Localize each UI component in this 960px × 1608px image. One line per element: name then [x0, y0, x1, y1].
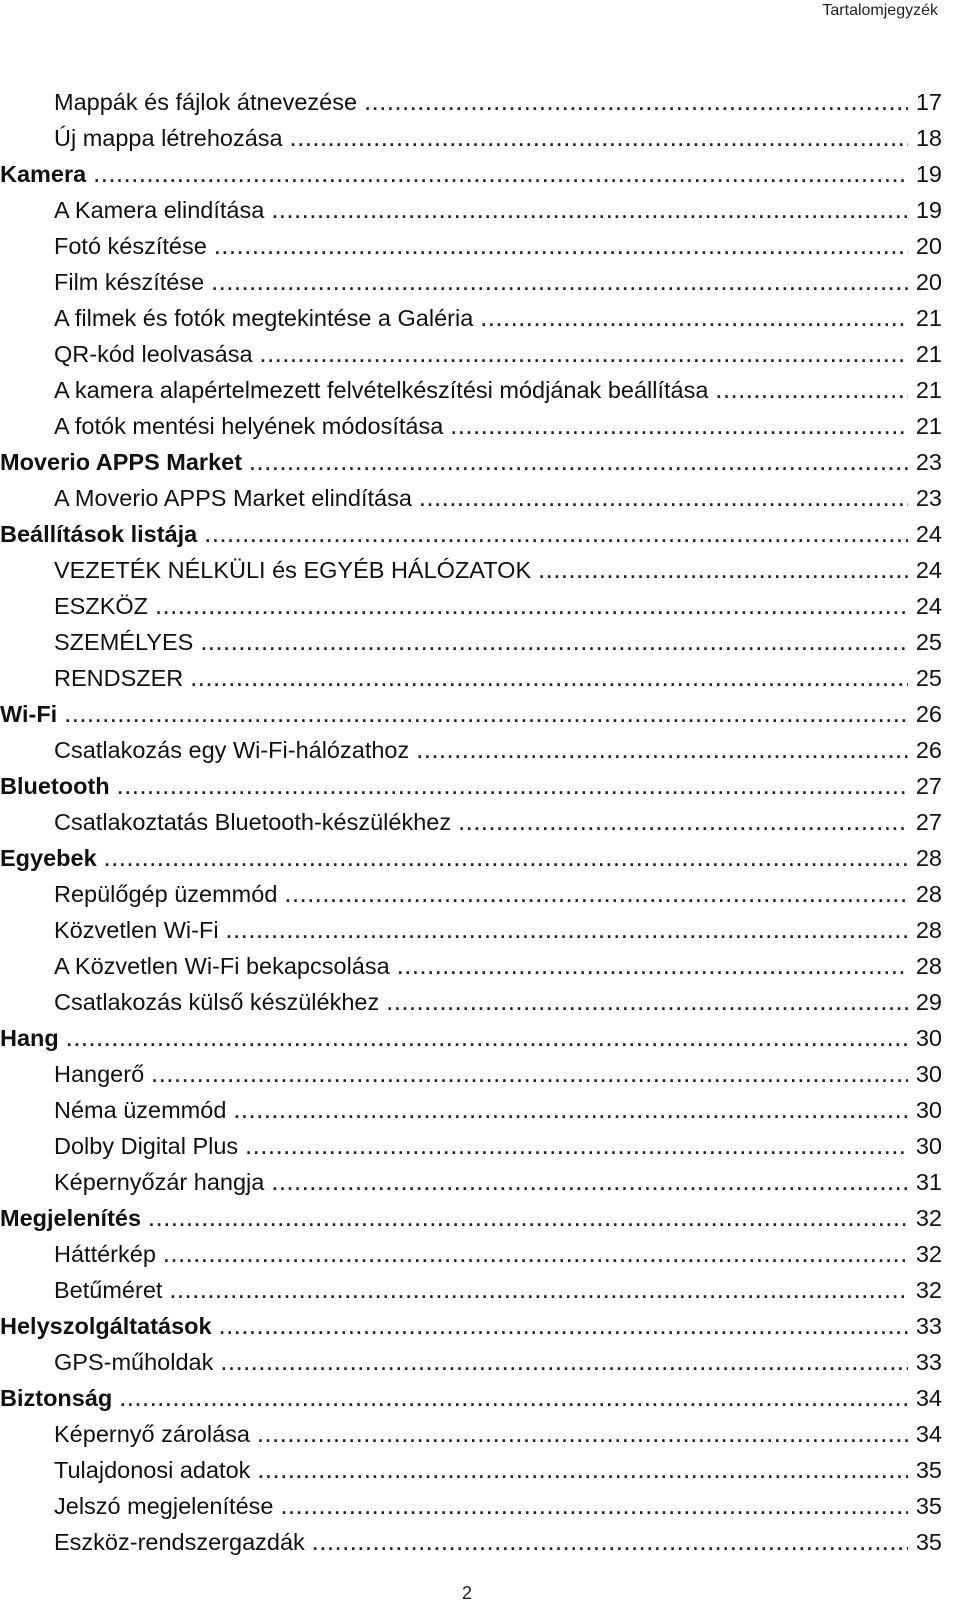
- toc-dot-leader: [65, 698, 908, 734]
- toc-chapter-entry[interactable]: [0, 768, 942, 804]
- toc-dot-leader: [221, 1346, 908, 1382]
- toc-dot-leader: [716, 374, 908, 410]
- toc-entry-page: 23: [915, 449, 942, 475]
- toc-section-entry[interactable]: [0, 624, 942, 660]
- toc-entry-page: 21: [915, 413, 942, 439]
- toc-entry-title: Helyszolgáltatások: [0, 1313, 212, 1339]
- toc-dot-leader: [118, 770, 908, 806]
- toc-dot-leader: [120, 1382, 908, 1418]
- toc-entry-title: Néma üzemmód: [54, 1097, 227, 1123]
- toc-dot-leader: [170, 1274, 908, 1310]
- toc-entry-title: Csatlakozás külső készülékhez: [54, 989, 380, 1015]
- toc-entry-title: Jelszó megjelenítése: [54, 1493, 274, 1519]
- toc-chapter-entry[interactable]: [0, 840, 942, 876]
- toc-section-entry[interactable]: [0, 1128, 942, 1164]
- toc-entry-title: Új mappa létrehozása: [54, 125, 283, 151]
- toc-entry-title: A fotók mentési helyének módosítása: [54, 413, 444, 439]
- toc-entry-page: 32: [915, 1277, 942, 1303]
- toc-entry-title: Csatlakoztatás Bluetooth-készülékhez: [54, 809, 452, 835]
- toc-entry-title: RENDSZER: [54, 665, 184, 691]
- toc-entry-page: 25: [915, 665, 942, 691]
- toc-entry-page: 35: [915, 1529, 942, 1555]
- toc-dot-leader: [417, 734, 908, 770]
- toc-dot-leader: [539, 554, 908, 590]
- toc-dot-leader: [459, 806, 908, 842]
- toc-dot-leader: [152, 1058, 908, 1094]
- toc-entry-page: 30: [915, 1025, 942, 1051]
- toc-entry-title: Moverio APPS Market: [0, 449, 243, 475]
- toc-dot-leader: [420, 482, 908, 518]
- toc-dot-leader: [451, 410, 908, 446]
- toc-entry-title: Csatlakozás egy Wi-Fi-hálózathoz: [54, 737, 410, 763]
- toc-entry-title: SZEMÉLYES: [54, 629, 194, 655]
- toc-entry-title: Bluetooth: [0, 773, 110, 799]
- toc-dot-leader: [258, 1454, 908, 1490]
- toc-entry-title: Képernyőzár hangja: [54, 1169, 265, 1195]
- table-of-contents: [0, 84, 942, 1560]
- toc-section-entry[interactable]: [0, 948, 942, 984]
- toc-entry-title: Repülőgép üzemmód: [54, 881, 278, 907]
- toc-entry-title: Megjelenítés: [0, 1205, 142, 1231]
- toc-section-entry[interactable]: [0, 1092, 942, 1128]
- toc-section-entry[interactable]: [0, 1236, 942, 1272]
- toc-dot-leader: [281, 1490, 908, 1526]
- toc-section-entry[interactable]: [0, 408, 942, 444]
- toc-chapter-entry[interactable]: [0, 156, 942, 192]
- toc-entry-title: Mappák és fájlok átnevezése: [54, 89, 358, 115]
- toc-section-entry[interactable]: [0, 300, 942, 336]
- toc-entry-page: 21: [915, 305, 942, 331]
- toc-entry-title: Film készítése: [54, 269, 205, 295]
- toc-section-entry[interactable]: [0, 192, 942, 228]
- toc-dot-leader: [215, 230, 908, 266]
- toc-entry-page: 28: [915, 953, 942, 979]
- toc-dot-leader: [261, 338, 908, 374]
- toc-entry-title: GPS-műholdak: [54, 1349, 214, 1375]
- toc-entry-page: 27: [915, 773, 942, 799]
- toc-entry-title: Eszköz-rendszergazdák: [54, 1529, 305, 1555]
- toc-entry-title: Egyebek: [0, 845, 97, 871]
- toc-dot-leader: [156, 590, 908, 626]
- toc-entry-title: A Kamera elindítása: [54, 197, 265, 223]
- toc-dot-leader: [94, 158, 908, 194]
- toc-entry-page: 27: [915, 809, 942, 835]
- toc-section-entry[interactable]: [0, 552, 942, 588]
- toc-dot-leader: [246, 1130, 908, 1166]
- toc-entry-page: 30: [915, 1097, 942, 1123]
- page-number: 2: [461, 1583, 472, 1603]
- toc-entry-page: 32: [915, 1241, 942, 1267]
- toc-entry-title: A filmek és fotók megtekintése a Galéria: [54, 305, 474, 331]
- toc-section-entry[interactable]: [0, 912, 942, 948]
- toc-dot-leader: [227, 914, 908, 950]
- toc-dot-leader: [285, 878, 908, 914]
- toc-entry-page: 34: [915, 1421, 942, 1447]
- toc-entry-page: 30: [915, 1133, 942, 1159]
- toc-dot-leader: [205, 518, 908, 554]
- toc-dot-leader: [201, 626, 908, 662]
- toc-dot-leader: [272, 194, 908, 230]
- toc-section-entry[interactable]: [0, 660, 942, 696]
- toc-dot-leader: [212, 266, 908, 302]
- toc-section-entry[interactable]: [0, 336, 942, 372]
- toc-entry-title: Hang: [0, 1025, 59, 1051]
- toc-section-entry[interactable]: [0, 120, 942, 156]
- toc-section-entry[interactable]: [0, 1416, 942, 1452]
- toc-section-entry[interactable]: [0, 804, 942, 840]
- toc-entry-page: 19: [915, 161, 942, 187]
- toc-section-entry[interactable]: [0, 264, 942, 300]
- toc-entry-page: 25: [915, 629, 942, 655]
- toc-section-entry[interactable]: [0, 372, 942, 408]
- toc-entry-page: 21: [915, 377, 942, 403]
- toc-chapter-entry[interactable]: [0, 1200, 942, 1236]
- toc-section-entry[interactable]: [0, 984, 942, 1020]
- toc-dot-leader: [149, 1202, 908, 1238]
- toc-entry-page: 17: [915, 89, 942, 115]
- toc-entry-page: 20: [915, 269, 942, 295]
- toc-entry-title: ESZKÖZ: [54, 593, 149, 619]
- toc-entry-title: A kamera alapértelmezett felvételkészítési módjának beállítása: [54, 377, 709, 403]
- toc-entry-page: 23: [915, 485, 942, 511]
- toc-chapter-entry[interactable]: [0, 444, 942, 480]
- toc-section-entry[interactable]: [0, 588, 942, 624]
- toc-entry-title: Tulajdonosi adatok: [54, 1457, 251, 1483]
- toc-chapter-entry[interactable]: [0, 1380, 942, 1416]
- toc-section-entry[interactable]: [0, 1344, 942, 1380]
- toc-entry-title: Beállítások listája: [0, 521, 198, 547]
- toc-section-entry[interactable]: [0, 1272, 942, 1308]
- toc-entry-title: A Közvetlen Wi-Fi bekapcsolása: [54, 953, 390, 979]
- toc-dot-leader: [398, 950, 908, 986]
- toc-section-entry[interactable]: [0, 876, 942, 912]
- toc-dot-leader: [164, 1238, 908, 1274]
- toc-chapter-entry[interactable]: [0, 516, 942, 552]
- toc-entry-page: 24: [915, 557, 942, 583]
- toc-entry-page: 18: [915, 125, 942, 151]
- toc-entry-page: 29: [915, 989, 942, 1015]
- toc-section-entry[interactable]: [0, 84, 942, 120]
- toc-section-entry[interactable]: [0, 228, 942, 264]
- toc-dot-leader: [191, 662, 908, 698]
- toc-dot-leader: [365, 86, 908, 122]
- toc-entry-page: 28: [915, 881, 942, 907]
- toc-entry-title: Biztonság: [0, 1385, 113, 1411]
- toc-entry-page: 35: [915, 1457, 942, 1483]
- toc-section-entry[interactable]: [0, 1164, 942, 1200]
- toc-entry-title: Közvetlen Wi-Fi: [54, 917, 219, 943]
- toc-entry-title: Wi-Fi: [0, 701, 58, 727]
- toc-dot-leader: [258, 1418, 908, 1454]
- toc-entry-page: 34: [915, 1385, 942, 1411]
- toc-section-entry[interactable]: [0, 1056, 942, 1092]
- toc-entry-page: 33: [915, 1349, 942, 1375]
- toc-entry-page: 24: [915, 593, 942, 619]
- toc-dot-leader: [250, 446, 908, 482]
- toc-section-entry[interactable]: [0, 1488, 942, 1524]
- toc-entry-page: 33: [915, 1313, 942, 1339]
- toc-section-entry[interactable]: [0, 1452, 942, 1488]
- toc-dot-leader: [67, 1022, 908, 1058]
- running-header: Tartalomjegyzék: [822, 2, 938, 19]
- toc-entry-title: Hangerő: [54, 1061, 145, 1087]
- toc-dot-leader: [105, 842, 908, 878]
- toc-entry-page: 21: [915, 341, 942, 367]
- toc-dot-leader: [291, 122, 908, 158]
- toc-entry-title: A Moverio APPS Market elindítása: [54, 485, 412, 511]
- toc-entry-title: Kamera: [0, 161, 87, 187]
- toc-chapter-entry[interactable]: [0, 1020, 942, 1056]
- toc-section-entry[interactable]: [0, 732, 942, 768]
- toc-entry-page: 26: [915, 737, 942, 763]
- toc-entry-page: 35: [915, 1493, 942, 1519]
- toc-entry-page: 30: [915, 1061, 942, 1087]
- toc-entry-title: Fotó készítése: [54, 233, 207, 259]
- toc-section-entry[interactable]: [0, 1524, 942, 1560]
- toc-entry-page: 20: [915, 233, 942, 259]
- toc-dot-leader: [387, 986, 908, 1022]
- toc-dot-leader: [234, 1094, 908, 1130]
- toc-entry-page: 28: [915, 917, 942, 943]
- toc-chapter-entry[interactable]: [0, 696, 942, 732]
- toc-dot-leader: [272, 1166, 908, 1202]
- toc-entry-title: Betűméret: [54, 1277, 163, 1303]
- toc-dot-leader: [481, 302, 908, 338]
- toc-entry-title: Képernyő zárolása: [54, 1421, 250, 1447]
- toc-entry-page: 28: [915, 845, 942, 871]
- toc-entry-title: Háttérkép: [54, 1241, 156, 1267]
- toc-section-entry[interactable]: [0, 480, 942, 516]
- toc-dot-leader: [313, 1526, 908, 1562]
- toc-entry-page: 26: [915, 701, 942, 727]
- toc-entry-page: 24: [915, 521, 942, 547]
- toc-entry-page: 32: [915, 1205, 942, 1231]
- toc-entry-title: VEZETÉK NÉLKÜLI és EGYÉB HÁLÓZATOK: [54, 557, 532, 583]
- toc-dot-leader: [220, 1310, 908, 1346]
- toc-entry-page: 31: [915, 1169, 942, 1195]
- toc-entry-title: Dolby Digital Plus: [54, 1133, 239, 1159]
- toc-entry-page: 19: [915, 197, 942, 223]
- toc-chapter-entry[interactable]: [0, 1308, 942, 1344]
- toc-entry-title: QR-kód leolvasása: [54, 341, 253, 367]
